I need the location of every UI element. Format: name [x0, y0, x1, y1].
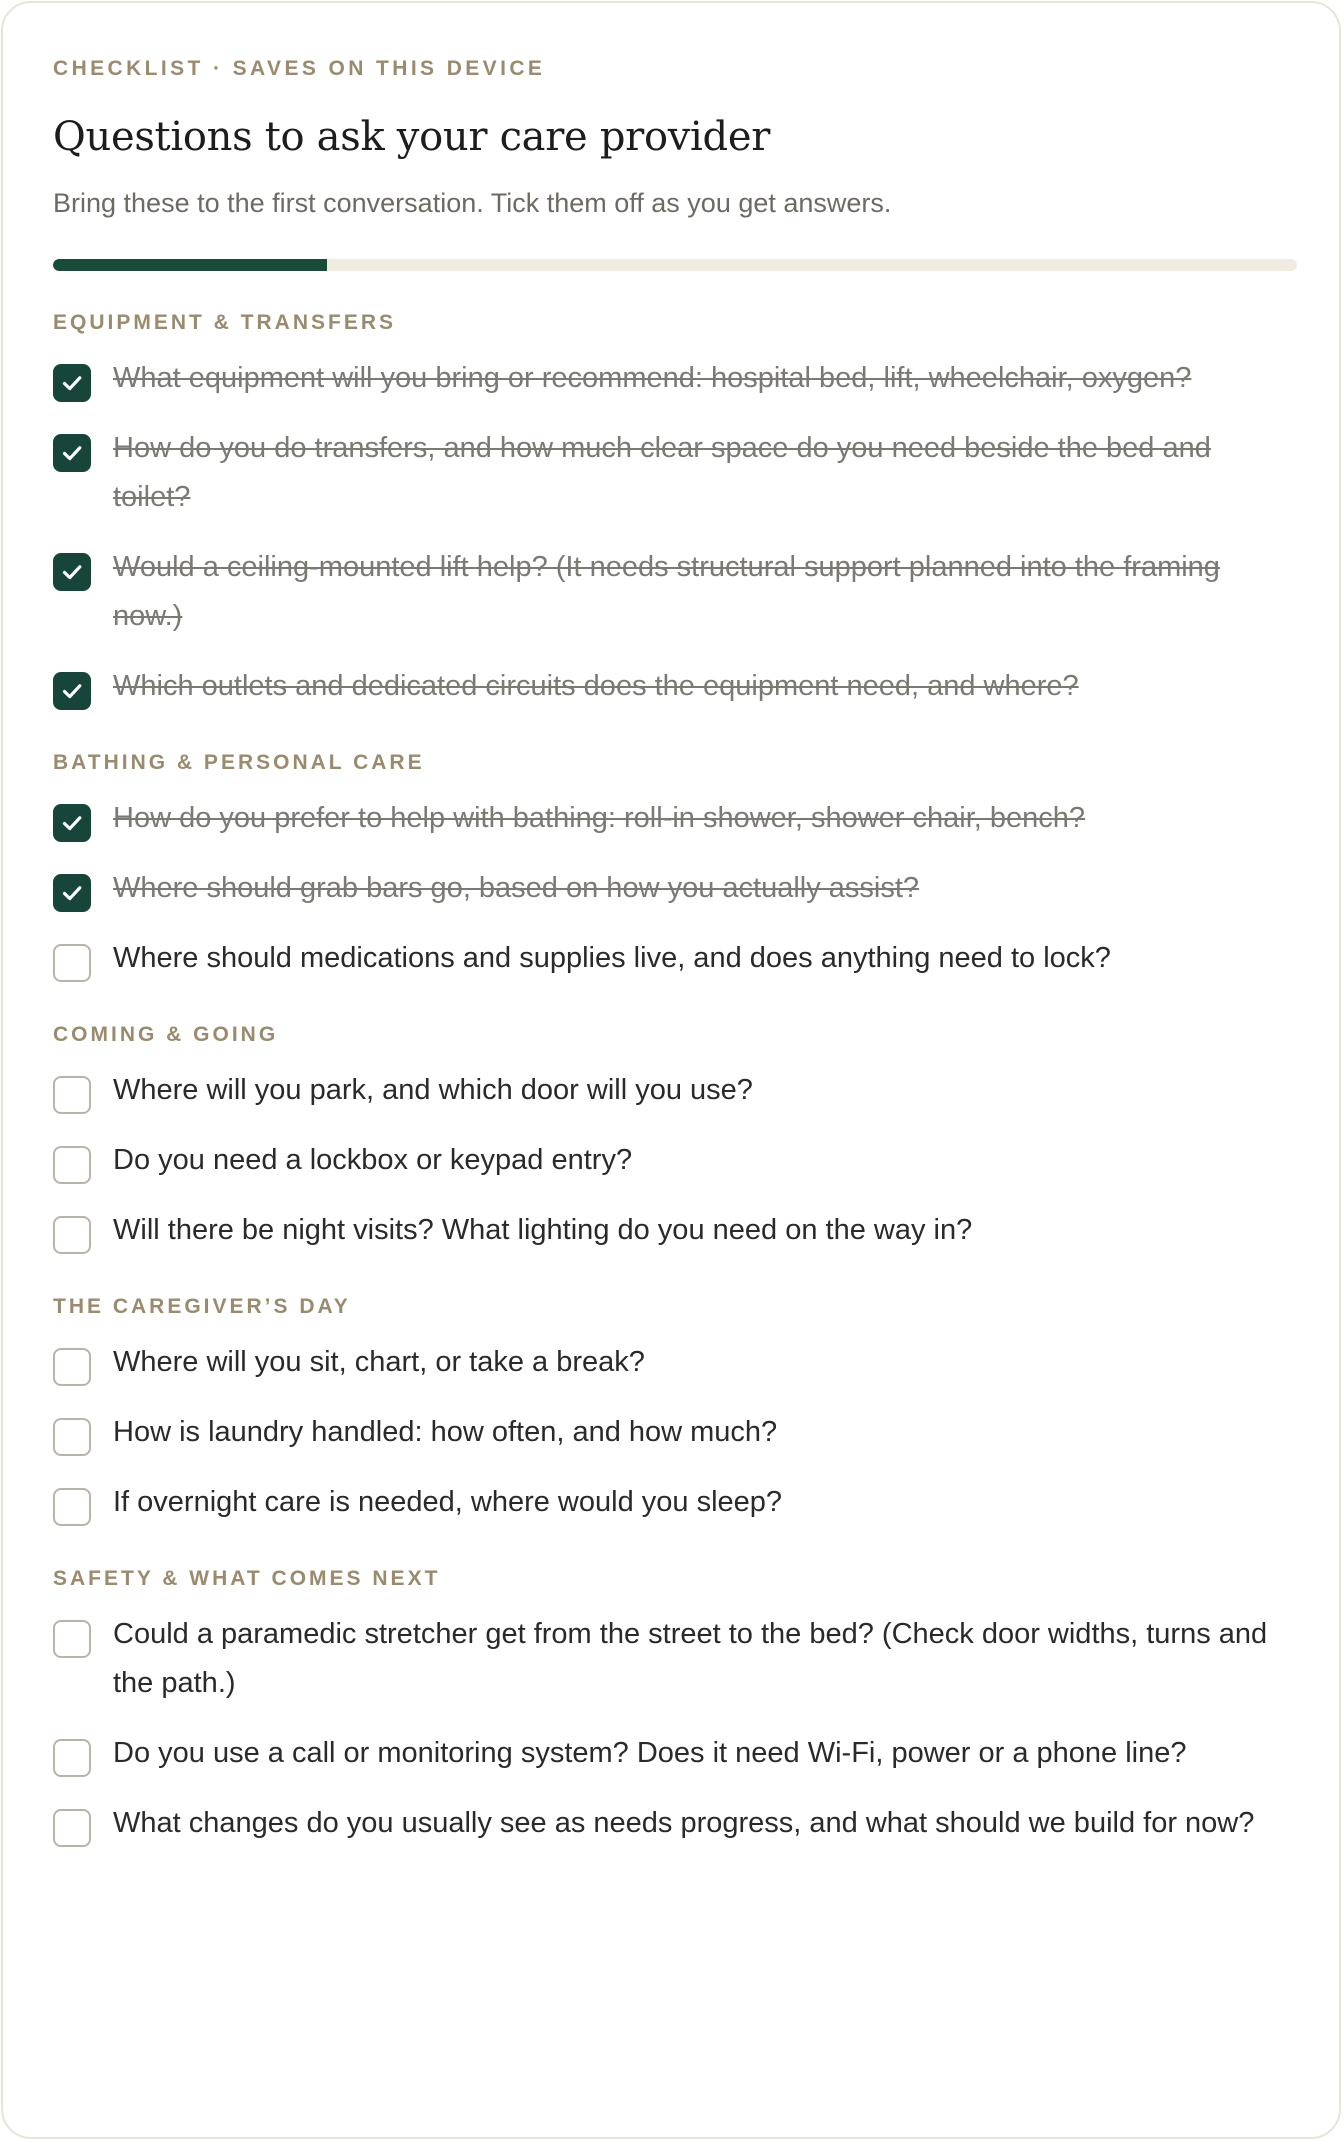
- section-heading: COMING & GOING: [53, 1023, 279, 1046]
- checklist-item-label: How do you do transfers, and how much clear space do you need beside the bed and toilet?: [113, 432, 1211, 513]
- checkbox-checked[interactable]: [53, 874, 91, 912]
- checklist-item-label: What equipment will you bring or recommend: hospital bed, lift, wheelchair, oxygen?: [113, 362, 1192, 394]
- checklist-section: [53, 749, 1289, 983]
- checkbox-checked[interactable]: [53, 672, 91, 710]
- checklist-section: [53, 309, 1289, 711]
- progress-bar: [53, 259, 1297, 271]
- checklist-card: [1, 1, 1341, 2139]
- section-heading: SAFETY & WHAT COMES NEXT: [53, 1567, 441, 1590]
- checkbox-checked[interactable]: [53, 364, 91, 402]
- checklist-section: [53, 1021, 1289, 1255]
- checklist-item-label: Will there be night visits? What lighting do you need on the way in?: [113, 1214, 973, 1246]
- checklist-item[interactable]: [53, 1412, 1289, 1457]
- checklist-item[interactable]: [53, 938, 1289, 983]
- checklist-sections: [53, 309, 1289, 1848]
- checklist-item-label: How is laundry handled: how often, and how much?: [113, 1416, 778, 1448]
- checklist-item[interactable]: [53, 1342, 1289, 1387]
- checklist-item-label: Which outlets and dedicated circuits does the equipment need, and where?: [113, 670, 1079, 702]
- check-icon: [60, 811, 84, 835]
- checklist-item[interactable]: [53, 1210, 1289, 1255]
- page-subtitle: Bring these to the first conversation. Tick them off as you get answers.: [53, 188, 892, 218]
- checkbox-unchecked[interactable]: [53, 1620, 91, 1658]
- checklist-item-label: If overnight care is needed, where would you sleep?: [113, 1486, 783, 1518]
- checkbox-unchecked[interactable]: [53, 944, 91, 982]
- check-icon: [60, 371, 84, 395]
- checklist-item[interactable]: [53, 358, 1289, 403]
- checklist-items: [53, 798, 1289, 983]
- checklist-item-label: What changes do you usually see as needs progress, and what should we build for now?: [113, 1807, 1255, 1839]
- checklist-item[interactable]: [53, 798, 1289, 843]
- checklist-item[interactable]: [53, 1803, 1289, 1848]
- checkbox-unchecked[interactable]: [53, 1216, 91, 1254]
- checkbox-unchecked[interactable]: [53, 1076, 91, 1114]
- section-heading: THE CAREGIVER’S DAY: [53, 1295, 351, 1318]
- checkbox-unchecked[interactable]: [53, 1418, 91, 1456]
- check-icon: [60, 881, 84, 905]
- checklist-item[interactable]: [53, 1733, 1289, 1778]
- checkbox-unchecked[interactable]: [53, 1348, 91, 1386]
- checkbox-unchecked[interactable]: [53, 1739, 91, 1777]
- check-icon: [60, 441, 84, 465]
- checkbox-unchecked[interactable]: [53, 1809, 91, 1847]
- checklist-items: [53, 1342, 1289, 1527]
- checklist-item-label: How do you prefer to help with bathing: roll-in shower, shower chair, bench?: [113, 802, 1086, 834]
- checkbox-unchecked[interactable]: [53, 1488, 91, 1526]
- checklist-item-label: Do you need a lockbox or keypad entry?: [113, 1144, 633, 1176]
- checklist-items: [53, 1614, 1289, 1848]
- checkbox-checked[interactable]: [53, 553, 91, 591]
- checklist-item-label: Where will you sit, chart, or take a break?: [113, 1346, 645, 1378]
- checklist-item[interactable]: [53, 1614, 1289, 1708]
- checkbox-unchecked[interactable]: [53, 1146, 91, 1184]
- checklist-item-label: Could a paramedic stretcher get from the street to the bed? (Check door widths, turns and the path.): [113, 1618, 1268, 1699]
- checklist-item-label: Would a ceiling-mounted lift help? (It needs structural support planned into the framing now.): [113, 551, 1220, 632]
- check-icon: [60, 560, 84, 584]
- section-heading: BATHING & PERSONAL CARE: [53, 751, 425, 774]
- checklist-section: [53, 1565, 1289, 1848]
- checkbox-checked[interactable]: [53, 434, 91, 472]
- checklist-item-label: Where should medications and supplies live, and does anything need to lock?: [113, 942, 1111, 974]
- checklist-eyebrow: CHECKLIST · SAVES ON THIS DEVICE: [53, 57, 546, 80]
- checklist-item-label: Where will you park, and which door will you use?: [113, 1074, 753, 1106]
- checklist-item[interactable]: [53, 1070, 1289, 1115]
- checklist-item-label: Do you use a call or monitoring system? Does it need Wi-Fi, power or a phone line?: [113, 1737, 1187, 1769]
- checklist-item-label: Where should grab bars go, based on how you actually assist?: [113, 872, 920, 904]
- checkbox-checked[interactable]: [53, 804, 91, 842]
- progress-bar-fill: [53, 259, 327, 271]
- page-title: Questions to ask your care provider: [53, 114, 771, 160]
- checklist-item[interactable]: [53, 1140, 1289, 1185]
- checklist-items: [53, 358, 1289, 711]
- section-heading: EQUIPMENT & TRANSFERS: [53, 311, 397, 334]
- checklist-section: [53, 1293, 1289, 1527]
- checklist-item[interactable]: [53, 868, 1289, 913]
- checklist-item[interactable]: [53, 428, 1289, 522]
- check-icon: [60, 679, 84, 703]
- checklist-item[interactable]: [53, 666, 1289, 711]
- checklist-item[interactable]: [53, 547, 1289, 641]
- checklist-item[interactable]: [53, 1482, 1289, 1527]
- checklist-items: [53, 1070, 1289, 1255]
